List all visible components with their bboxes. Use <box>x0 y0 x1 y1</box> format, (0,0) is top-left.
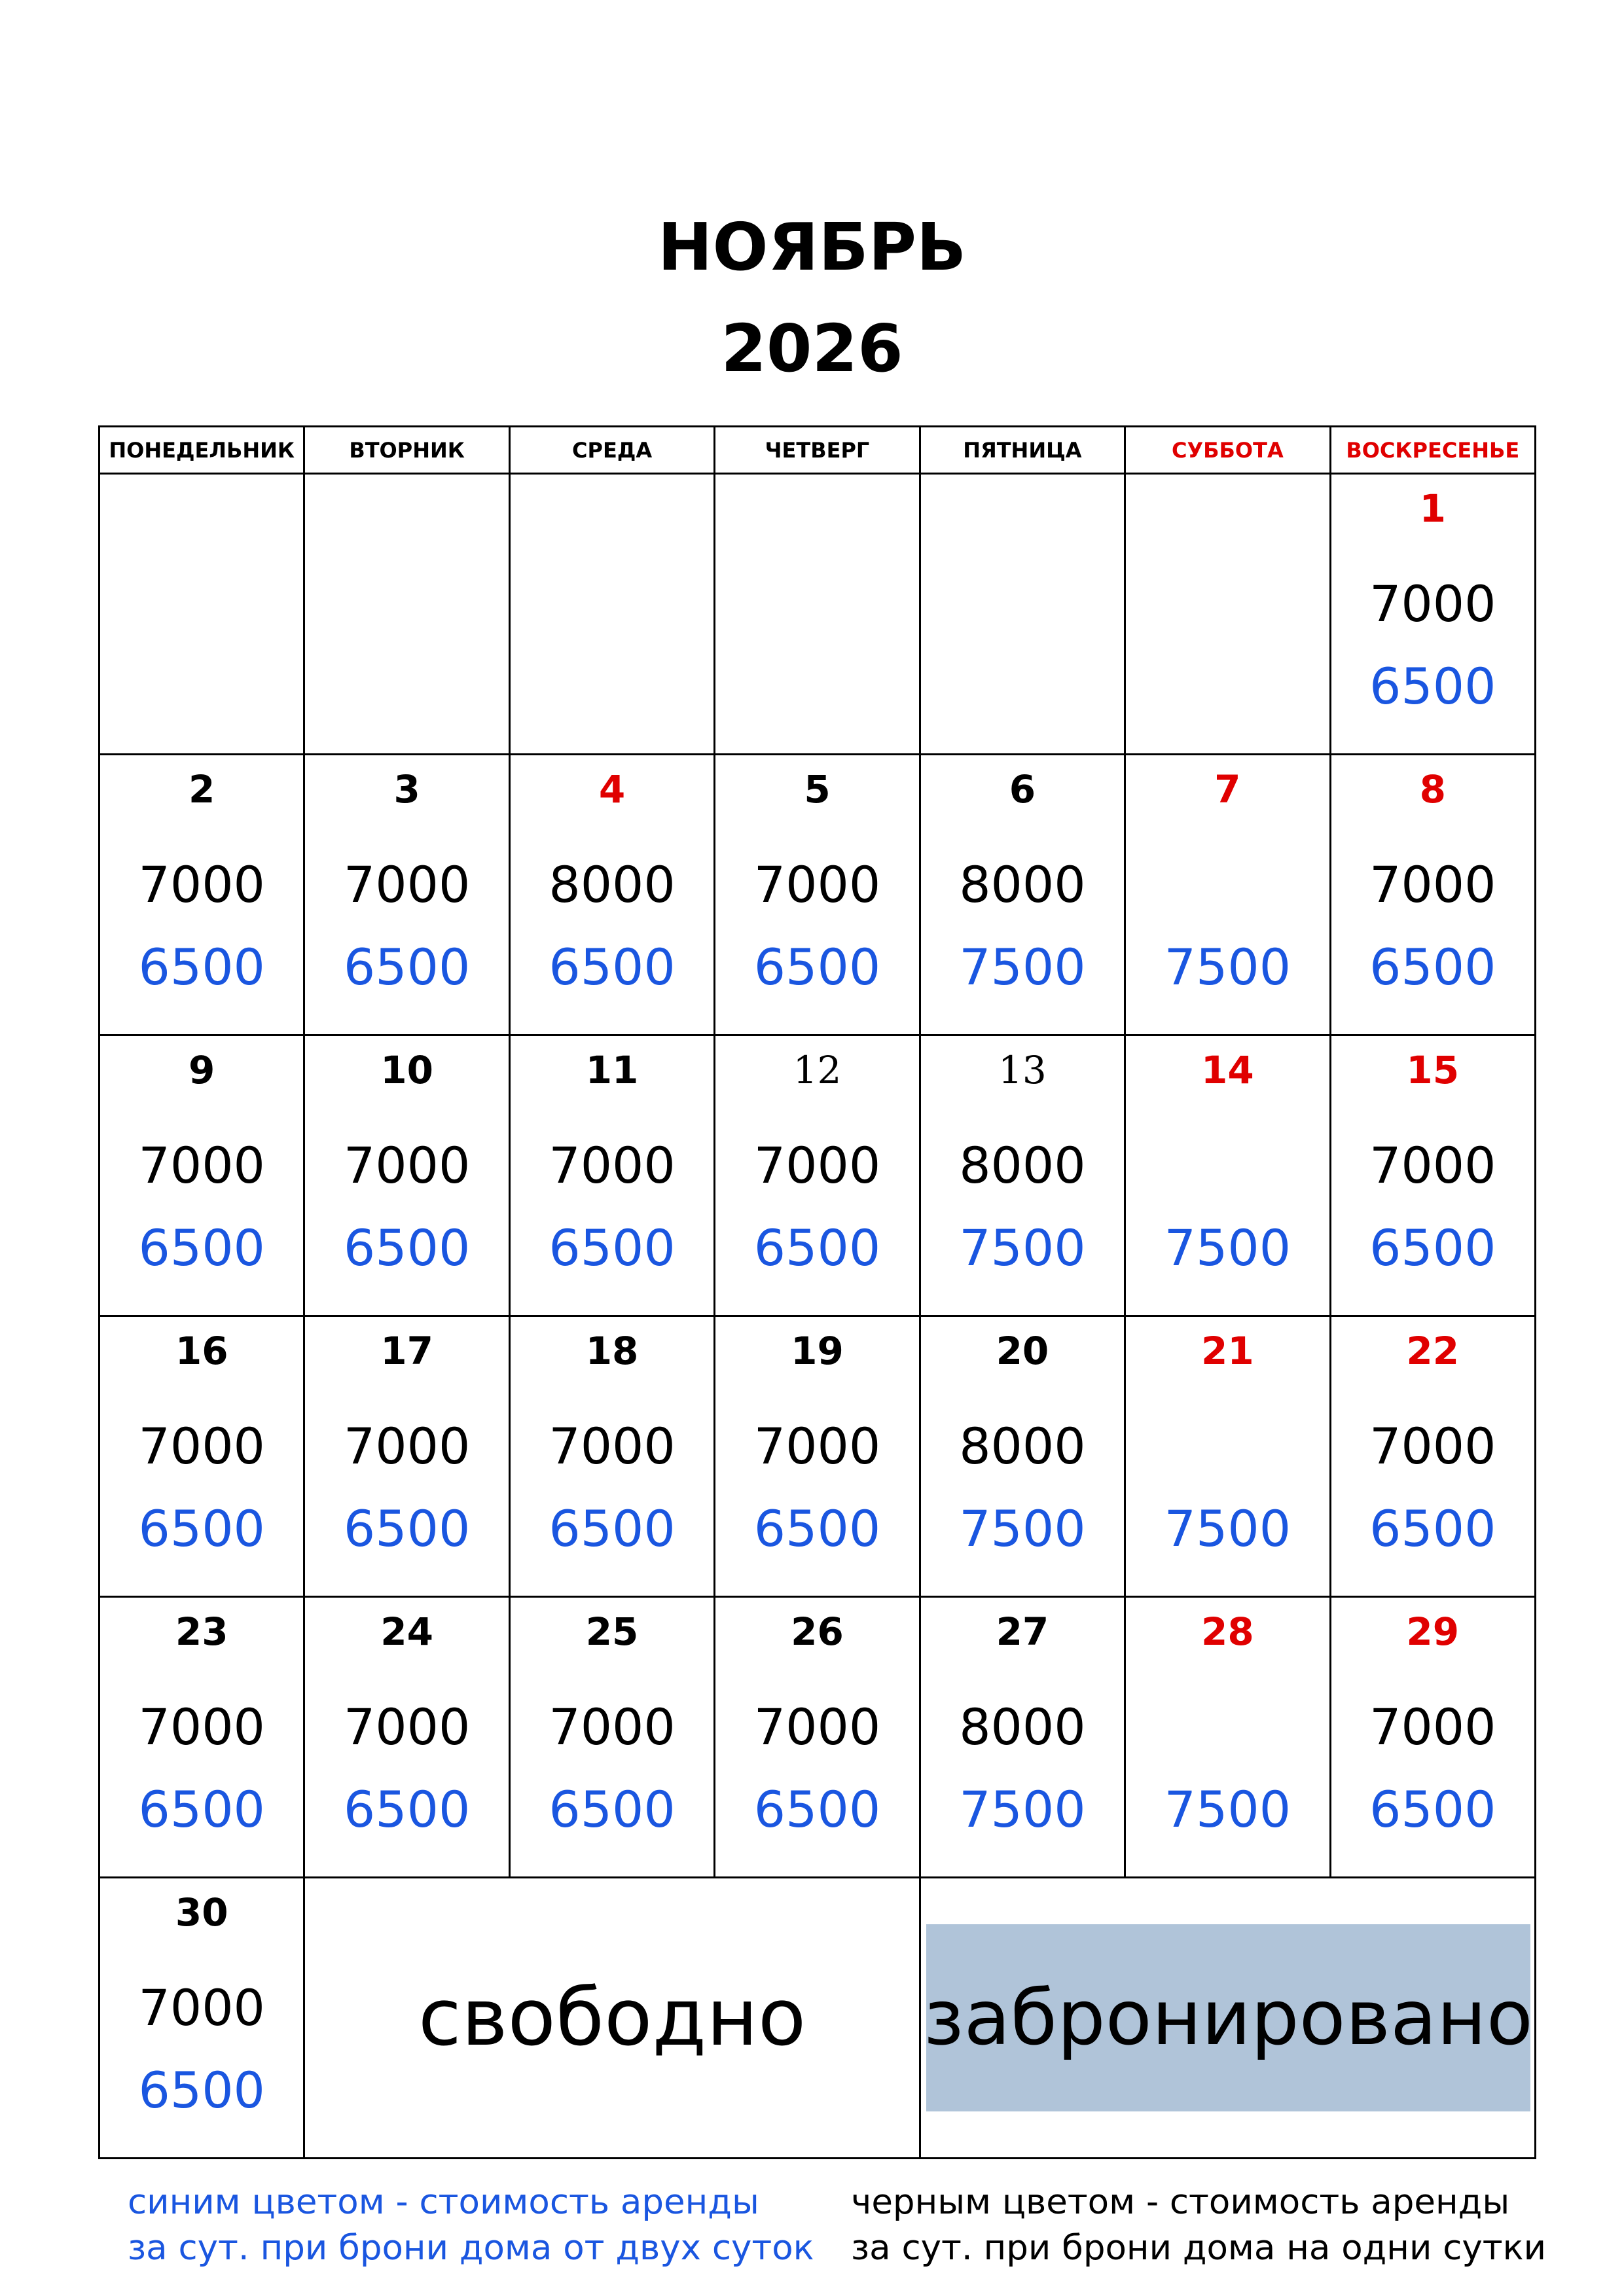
day-cell <box>1331 1317 1536 1598</box>
legend-note-blue <box>128 2179 814 2271</box>
price-two-nights: 6500 <box>138 1499 265 1558</box>
day-number: 27 <box>996 1609 1049 1654</box>
empty-day-cell <box>100 475 305 755</box>
weekday-header: ЧЕТВЕРГ <box>715 427 920 475</box>
day-cell <box>1126 1036 1331 1317</box>
price-one-night: 7000 <box>753 1698 881 1756</box>
day-cell <box>511 1598 715 1878</box>
price-two-nights: 6500 <box>138 1780 265 1839</box>
price-one-night: 7000 <box>549 1417 676 1475</box>
day-cell <box>511 1036 715 1317</box>
empty-day-cell <box>1126 475 1331 755</box>
calendar-year-title: 2026 <box>721 310 903 387</box>
legend-note-blue-line: синим цветом - стоимость аренды <box>128 2182 759 2222</box>
price-two-nights: 7500 <box>959 938 1086 996</box>
calendar-month-title: НОЯБРЬ <box>657 209 967 285</box>
price-one-night: 7000 <box>753 1136 881 1194</box>
price-one-night: 8000 <box>959 855 1086 914</box>
day-number: 14 <box>1200 1048 1254 1092</box>
weekday-header: ПЯТНИЦА <box>921 427 1126 475</box>
day-cell <box>715 1598 920 1878</box>
price-one-night: 7000 <box>1369 1136 1496 1194</box>
price-two-nights: 7500 <box>1164 1780 1291 1839</box>
day-cell <box>305 1598 510 1878</box>
day-number: 29 <box>1406 1609 1460 1654</box>
day-cell <box>1126 1598 1331 1878</box>
price-two-nights: 7500 <box>959 1219 1086 1277</box>
day-number: 13 <box>998 1048 1047 1092</box>
day-cell <box>100 1036 305 1317</box>
day-number: 24 <box>380 1609 433 1654</box>
day-cell <box>1331 475 1536 755</box>
day-cell <box>305 1317 510 1598</box>
price-two-nights: 7500 <box>1164 938 1291 996</box>
legend-note-blue-line: за сут. при брони дома от двух суток <box>128 2228 814 2268</box>
day-cell <box>305 755 510 1036</box>
day-number: 17 <box>380 1329 433 1373</box>
price-one-night: 7000 <box>343 1698 471 1756</box>
day-cell <box>1331 1598 1536 1878</box>
price-one-night: 7000 <box>1369 1417 1496 1475</box>
price-one-night: 8000 <box>549 855 676 914</box>
day-number: 15 <box>1406 1048 1460 1092</box>
day-cell <box>715 1036 920 1317</box>
day-number: 19 <box>791 1329 844 1373</box>
price-one-night: 7000 <box>138 855 265 914</box>
day-cell <box>715 755 920 1036</box>
price-two-nights: 6500 <box>549 1780 676 1839</box>
price-two-nights: 7500 <box>1164 1219 1291 1277</box>
day-cell <box>1331 755 1536 1036</box>
price-two-nights: 7500 <box>959 1499 1086 1558</box>
price-two-nights: 6500 <box>343 938 471 996</box>
day-cell <box>305 1036 510 1317</box>
day-number: 2 <box>189 767 215 812</box>
empty-day-cell <box>511 475 715 755</box>
day-number: 20 <box>996 1329 1049 1373</box>
price-two-nights: 6500 <box>753 1219 881 1277</box>
weekday-header: ПОНЕДЕЛЬНИК <box>100 427 305 475</box>
day-cell <box>100 1598 305 1878</box>
price-one-night: 8000 <box>959 1136 1086 1194</box>
empty-day-cell <box>921 475 1126 755</box>
price-one-night: 7000 <box>138 1136 265 1194</box>
day-number: 18 <box>585 1329 639 1373</box>
price-one-night: 7000 <box>549 1136 676 1194</box>
day-cell <box>100 1878 305 2159</box>
day-number: 1 <box>1419 486 1446 531</box>
day-cell <box>511 755 715 1036</box>
price-one-night: 7000 <box>1369 855 1496 914</box>
price-two-nights: 6500 <box>549 1499 676 1558</box>
weekday-header: ВОСКРЕСЕНЬЕ <box>1331 427 1536 475</box>
day-number: 26 <box>791 1609 844 1654</box>
price-two-nights: 6500 <box>1369 657 1496 715</box>
price-two-nights: 6500 <box>343 1780 471 1839</box>
calendar-grid <box>98 425 1536 2159</box>
day-number: 16 <box>175 1329 228 1373</box>
price-one-night: 7000 <box>1369 1698 1496 1756</box>
empty-day-cell <box>305 475 510 755</box>
price-two-nights: 6500 <box>343 1499 471 1558</box>
weekday-header: СРЕДА <box>511 427 715 475</box>
day-number: 8 <box>1419 767 1446 812</box>
price-two-nights: 6500 <box>753 1780 881 1839</box>
legend-note-black <box>851 2179 1546 2271</box>
price-two-nights: 6500 <box>138 938 265 996</box>
day-number: 23 <box>175 1609 228 1654</box>
price-two-nights: 7500 <box>959 1780 1086 1839</box>
price-one-night: 7000 <box>138 1417 265 1475</box>
day-number: 25 <box>585 1609 639 1654</box>
legend-free-cell <box>305 1878 920 2159</box>
day-cell <box>100 755 305 1036</box>
day-number: 7 <box>1214 767 1241 812</box>
day-cell <box>1331 1036 1536 1317</box>
day-number: 4 <box>598 767 626 812</box>
price-two-nights: 6500 <box>753 938 881 996</box>
price-one-night: 8000 <box>959 1417 1086 1475</box>
price-one-night: 7000 <box>138 1979 265 2037</box>
price-one-night: 7000 <box>1369 575 1496 633</box>
day-cell <box>921 1317 1126 1598</box>
price-two-nights: 6500 <box>549 938 676 996</box>
day-cell <box>921 755 1126 1036</box>
empty-day-cell <box>715 475 920 755</box>
weekday-header: ВТОРНИК <box>305 427 510 475</box>
day-number: 9 <box>189 1048 215 1092</box>
price-one-night: 7000 <box>343 1417 471 1475</box>
day-number: 30 <box>175 1890 228 1935</box>
price-two-nights: 6500 <box>753 1499 881 1558</box>
day-cell <box>1126 755 1331 1036</box>
price-two-nights: 7500 <box>1164 1499 1291 1558</box>
day-cell <box>921 1598 1126 1878</box>
legend-booked-label: забронировано <box>926 1924 1530 2111</box>
price-one-night: 7000 <box>138 1698 265 1756</box>
price-one-night: 7000 <box>753 855 881 914</box>
day-number: 3 <box>393 767 420 812</box>
day-cell <box>1126 1317 1331 1598</box>
day-cell <box>715 1317 920 1598</box>
price-one-night: 7000 <box>343 855 471 914</box>
day-cell <box>511 1317 715 1598</box>
price-two-nights: 6500 <box>138 2061 265 2119</box>
price-two-nights: 6500 <box>1369 1780 1496 1839</box>
price-two-nights: 6500 <box>1369 1499 1496 1558</box>
price-two-nights: 6500 <box>549 1219 676 1277</box>
day-number: 5 <box>804 767 831 812</box>
day-number: 22 <box>1406 1329 1460 1373</box>
price-one-night: 8000 <box>959 1698 1086 1756</box>
price-one-night: 7000 <box>753 1417 881 1475</box>
day-cell <box>921 1036 1126 1317</box>
price-two-nights: 6500 <box>138 1219 265 1277</box>
legend-free-label: свободно <box>418 1972 806 2064</box>
legend-booked-cell <box>921 1878 1536 2159</box>
day-number: 6 <box>1009 767 1036 812</box>
legend-note-black-line: за сут. при брони дома на одни сутки <box>851 2228 1547 2268</box>
legend-note-black-line: черным цветом - стоимость аренды <box>851 2182 1510 2222</box>
day-number: 21 <box>1200 1329 1254 1373</box>
day-number: 10 <box>380 1048 433 1092</box>
price-one-night: 7000 <box>343 1136 471 1194</box>
price-two-nights: 6500 <box>343 1219 471 1277</box>
price-two-nights: 6500 <box>1369 938 1496 996</box>
day-cell <box>100 1317 305 1598</box>
day-number: 12 <box>793 1048 842 1092</box>
weekday-header: СУББОТА <box>1126 427 1331 475</box>
day-number: 11 <box>585 1048 639 1092</box>
price-two-nights: 6500 <box>1369 1219 1496 1277</box>
day-number: 28 <box>1200 1609 1254 1654</box>
price-one-night: 7000 <box>549 1698 676 1756</box>
